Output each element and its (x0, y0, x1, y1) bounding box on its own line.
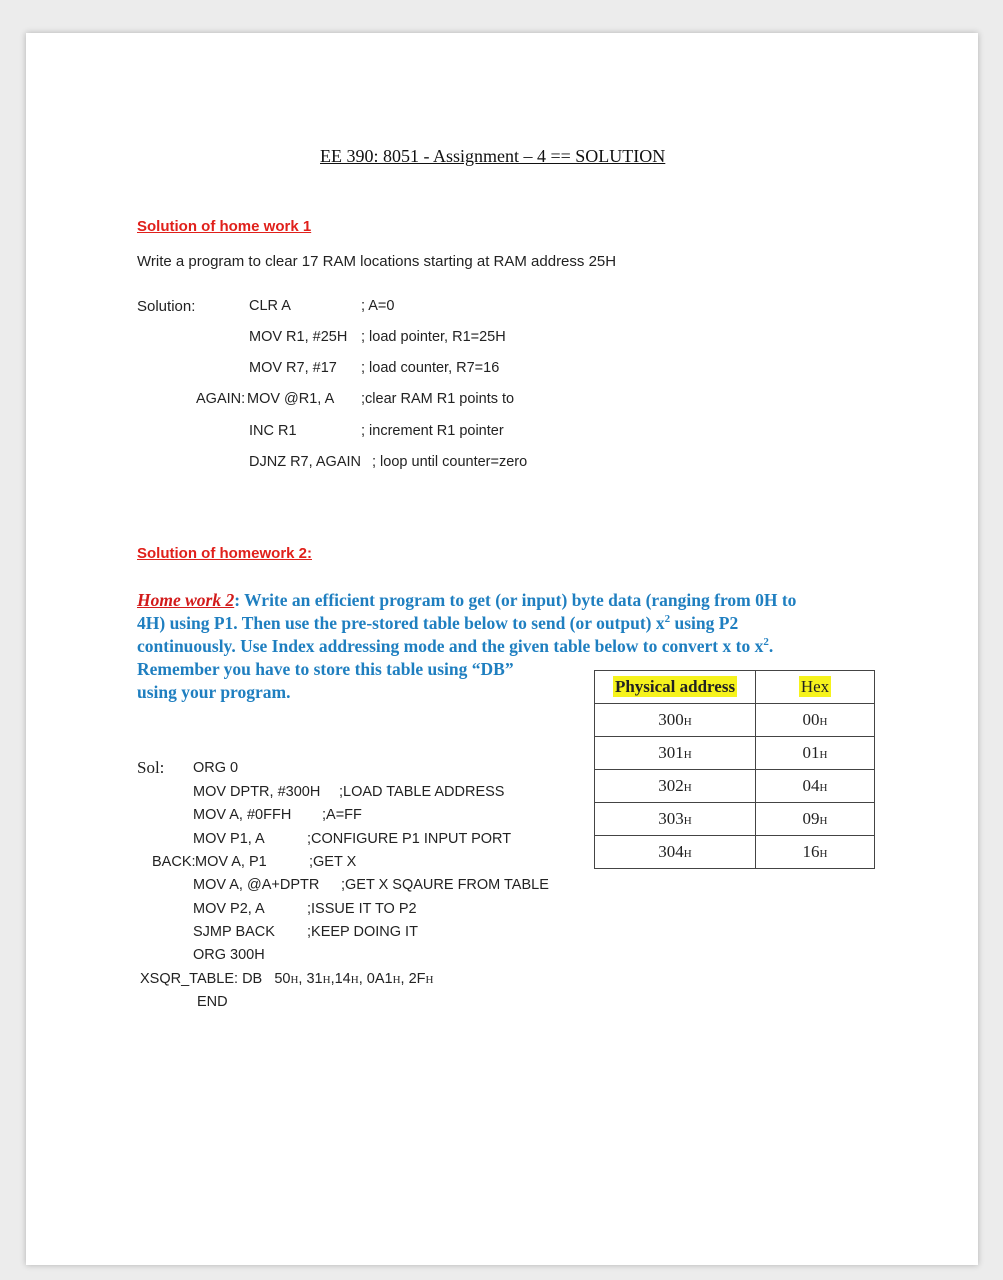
hw2-question-line: continuously. Use Index addressing mode and the given table below to convert x to $x^2$. (137, 636, 774, 656)
hw2-instr: ORG 0 (193, 760, 239, 776)
hw2-label: BACK: (152, 854, 196, 870)
hw2-instr: MOV P1, A (193, 831, 265, 847)
physical-address-table (594, 670, 875, 869)
hw2-instr: MOV A, #0FFH (193, 807, 292, 823)
table-cell-hex: 04H (756, 770, 875, 803)
hw1-instr: MOV R7, #17 (249, 360, 337, 376)
hw1-comment: ; A=0 (361, 298, 395, 314)
table-row (595, 770, 875, 803)
hw1-comment: ; increment R1 pointer (361, 423, 504, 439)
hw1-solution-label: Solution: (137, 298, 196, 315)
hw1-comment: ;clear RAM R1 points to (361, 391, 515, 407)
page-title: EE 390: 8051 - Assignment – 4 == SOLUTION (320, 146, 666, 166)
table-row (595, 737, 875, 770)
hw2-comment: ;ISSUE IT TO P2 (307, 901, 417, 917)
hw2-comment: ;GET X SQAURE FROM TABLE (341, 877, 549, 893)
table-cell-hex: 16H (756, 836, 875, 869)
table-row (595, 836, 875, 869)
table-cell-hex: 09H (756, 803, 875, 836)
hw1-instr: DJNZ R7, AGAIN (249, 454, 361, 470)
hw1-instr: MOV @R1, A (247, 391, 335, 407)
table-cell-address: 300H (595, 704, 756, 737)
document-page (26, 33, 978, 1265)
table-cell-address: 301H (595, 737, 756, 770)
hw2-instr: ORG 300H (193, 947, 265, 963)
hw1-comment: ; loop until counter=zero (372, 454, 528, 470)
hw2-comment: ;A=FF (322, 807, 362, 823)
table-header-row (595, 671, 875, 704)
hw2-comment: ;LOAD TABLE ADDRESS (339, 784, 505, 800)
hw1-comment: ; load pointer, R1=25H (361, 329, 506, 345)
hw1-instr: CLR A (249, 298, 291, 314)
hw2-instr: MOV P2, A (193, 901, 265, 917)
table-cell-hex: 00H (756, 704, 875, 737)
hw2-question-line: Remember you have to store this table using “DB” (137, 659, 514, 679)
hw2-question-line: 4H) using P1. Then use the pre-stored table below to send (or output) $x^2$ using P2 (137, 613, 739, 633)
hw2-instr: MOV A, P1 (195, 854, 267, 870)
hw2-instr: SJMP BACK (193, 924, 275, 940)
table-header-cell: Physical address (595, 671, 756, 704)
hw2-question-line: using your program. (137, 682, 291, 702)
table-header-cell: Hex (756, 671, 875, 704)
hw2-comment: ;GET X (309, 854, 357, 870)
hw1-comment: ; load counter, R7=16 (361, 360, 500, 376)
hw1-question: Write a program to clear 17 RAM locations starting at RAM address 25H (137, 253, 617, 270)
table-cell-address: 302H (595, 770, 756, 803)
table-row (595, 704, 875, 737)
table-cell-hex: 01H (756, 737, 875, 770)
hw2-sol-label: Sol: (137, 758, 165, 777)
end-directive: END (197, 994, 228, 1010)
hw2-comment: ;KEEP DOING IT (307, 924, 418, 940)
hw2-instr: MOV A, @A+DPTR (193, 877, 320, 893)
hw1-instr: MOV R1, #25H (249, 329, 348, 345)
hw2-instr: MOV DPTR, #300H (193, 784, 321, 800)
hw2-heading: Solution of homework 2: (137, 545, 312, 562)
hw1-label: AGAIN: (196, 391, 246, 407)
hw2-comment: ;CONFIGURE P1 INPUT PORT (307, 831, 512, 847)
hw1-instr: INC R1 (249, 423, 297, 439)
table-row (595, 803, 875, 836)
hw2-question-line: Home work 2: Write an efficient program to get (or input) byte data (ranging from 0H to (137, 590, 797, 610)
hw1-heading: Solution of home work 1 (137, 218, 312, 235)
table-cell-address: 303H (595, 803, 756, 836)
xsqr-table-line: XSQR_TABLE: DB 50H, 31H,14H, 0A1H, 2FH (140, 971, 434, 987)
table-cell-address: 304H (595, 836, 756, 869)
hw2-lead: Home work 2 (137, 590, 235, 610)
